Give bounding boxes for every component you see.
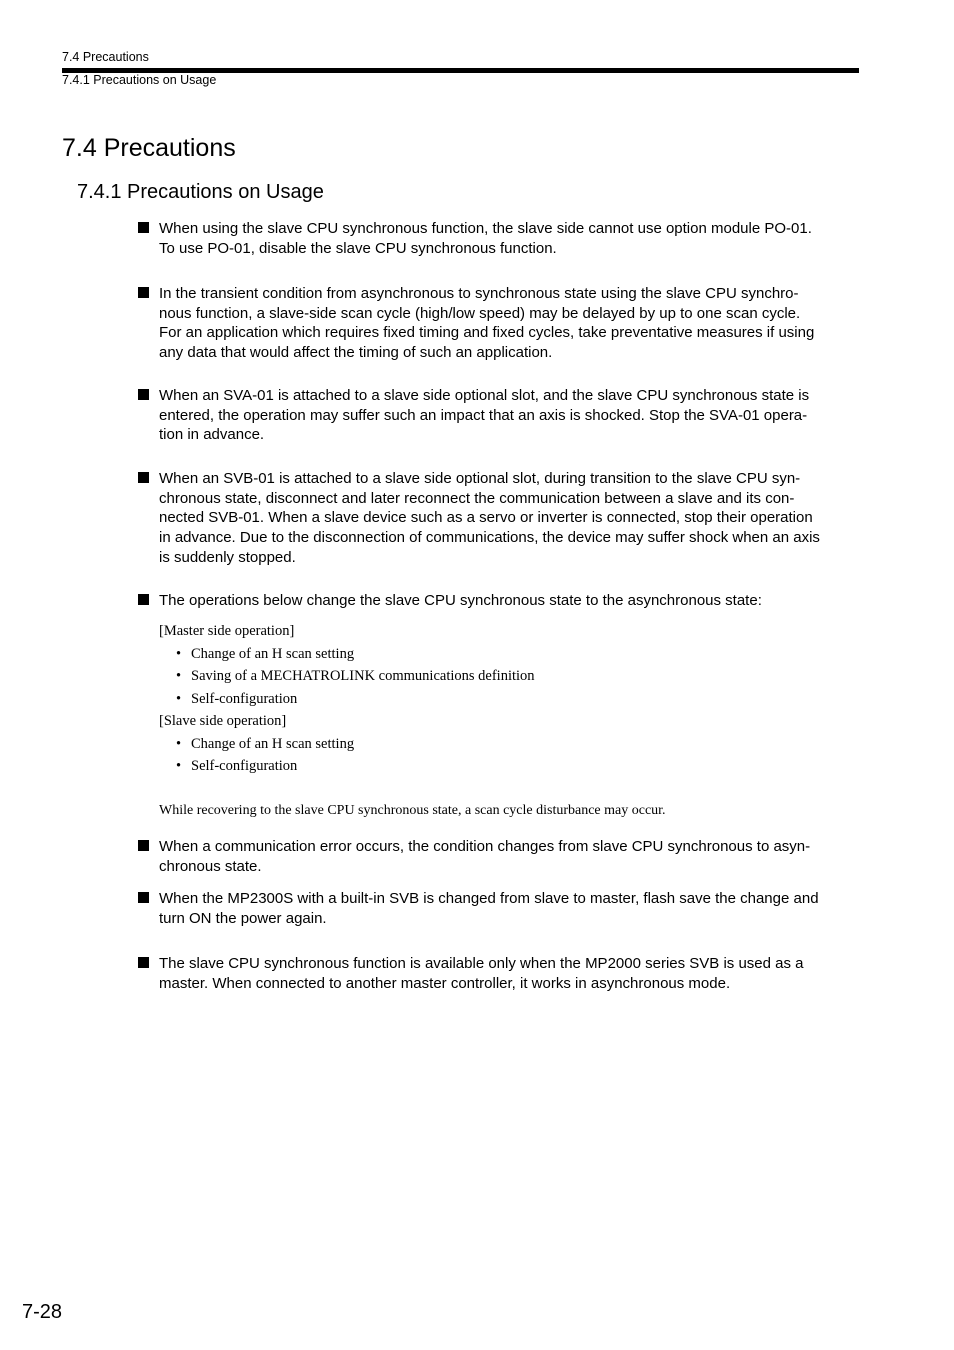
recovery-note: While recovering to the slave CPU synchronous state, a scan cycle disturbance may occur.	[159, 803, 666, 818]
precaution-item-8	[136, 954, 860, 993]
precaution-text-2: In the transient condition from asynchronous to synchronous state using the slave CPU synchro- nous function, a slave-side scan cycle (high/low speed) may be delayed by up to one scan cycle. For an application which requires fixed timing and fixed cycles, take preventative measures if using any data that would affect the timing of such an application.	[159, 285, 815, 362]
list-item: • Self-configuration	[176, 755, 535, 778]
list-item: • Saving of a MECHATROLINK communications definition	[176, 665, 535, 688]
page-number: 7-28	[22, 1301, 63, 1323]
precaution-text-3: When an SVA-01 is attached to a slave side optional slot, and the slave CPU synchronous state is entered, the operation may suffer such an impact that an axis is shocked. Stop the SVA-01 opera- tion in advance.	[159, 387, 810, 444]
bullet-dot-icon: •	[176, 758, 182, 774]
precaution-text-8: The slave CPU synchronous function is available only when the MP2000 series SVB is used as a master. When connected to another master controller, it works in asynchronous mode.	[159, 955, 804, 992]
bullet-dot-icon: •	[176, 645, 182, 662]
master-operation-label: [Master side operation]	[159, 623, 295, 639]
square-bullet-icon	[138, 957, 149, 968]
bullet-dot-icon: •	[176, 668, 182, 684]
precaution-item-7	[136, 889, 860, 928]
precaution-item-6	[136, 837, 860, 876]
precaution-item-1	[136, 219, 860, 258]
operations-list	[159, 620, 535, 778]
precaution-text-7: When the MP2300S with a built-in SVB is changed from slave to master, flash save the change and turn ON the power again.	[159, 890, 819, 927]
square-bullet-icon	[138, 594, 149, 605]
subsection-title: 7.4.1 Precautions on Usage	[77, 181, 324, 203]
precaution-item-5	[136, 591, 860, 611]
square-bullet-icon	[138, 287, 149, 298]
square-bullet-icon	[138, 472, 149, 483]
square-bullet-icon	[138, 840, 149, 851]
list-item: • Self-configuration	[176, 688, 535, 711]
square-bullet-icon	[138, 892, 149, 903]
precaution-item-4	[136, 469, 860, 568]
list-item: • Change of an H scan setting	[176, 643, 535, 666]
bullet-dot-icon: •	[176, 735, 182, 752]
precaution-item-3	[136, 386, 860, 445]
precaution-text-5: The operations below change the slave CPU synchronous state to the asynchronous state:	[159, 592, 762, 609]
precaution-item-2	[136, 284, 860, 363]
slave-operation-list	[159, 733, 535, 778]
precaution-text-4: When an SVB-01 is attached to a slave side optional slot, during transition to the slave CPU syn- chronous state, disconnect and later reconnect the communication between a slave and its con- nected SVB-01. When a slave device such as a servo or inverter is connected, stop their operation in advance. Due to the disconnection of communications, the device may suffer shock when an axis is suddenly stopped.	[159, 470, 820, 566]
precaution-text-6: When a communication error occurs, the condition changes from slave CPU synchronous to asyn- chronous state.	[159, 838, 811, 875]
square-bullet-icon	[138, 222, 149, 233]
section-title: 7.4 Precautions	[62, 134, 236, 162]
bullet-dot-icon: •	[176, 690, 182, 707]
square-bullet-icon	[138, 389, 149, 400]
running-header-subsection: 7.4.1 Precautions on Usage	[62, 73, 217, 87]
list-item: • Change of an H scan setting	[176, 733, 535, 756]
running-header-section: 7.4 Precautions	[62, 50, 149, 64]
precaution-text-1: When using the slave CPU synchronous function, the slave side cannot use option module PO-01. To use PO-01, disable the slave CPU synchronous function.	[159, 220, 812, 257]
slave-operation-label: [Slave side operation]	[159, 713, 287, 729]
master-operation-list	[159, 643, 535, 711]
